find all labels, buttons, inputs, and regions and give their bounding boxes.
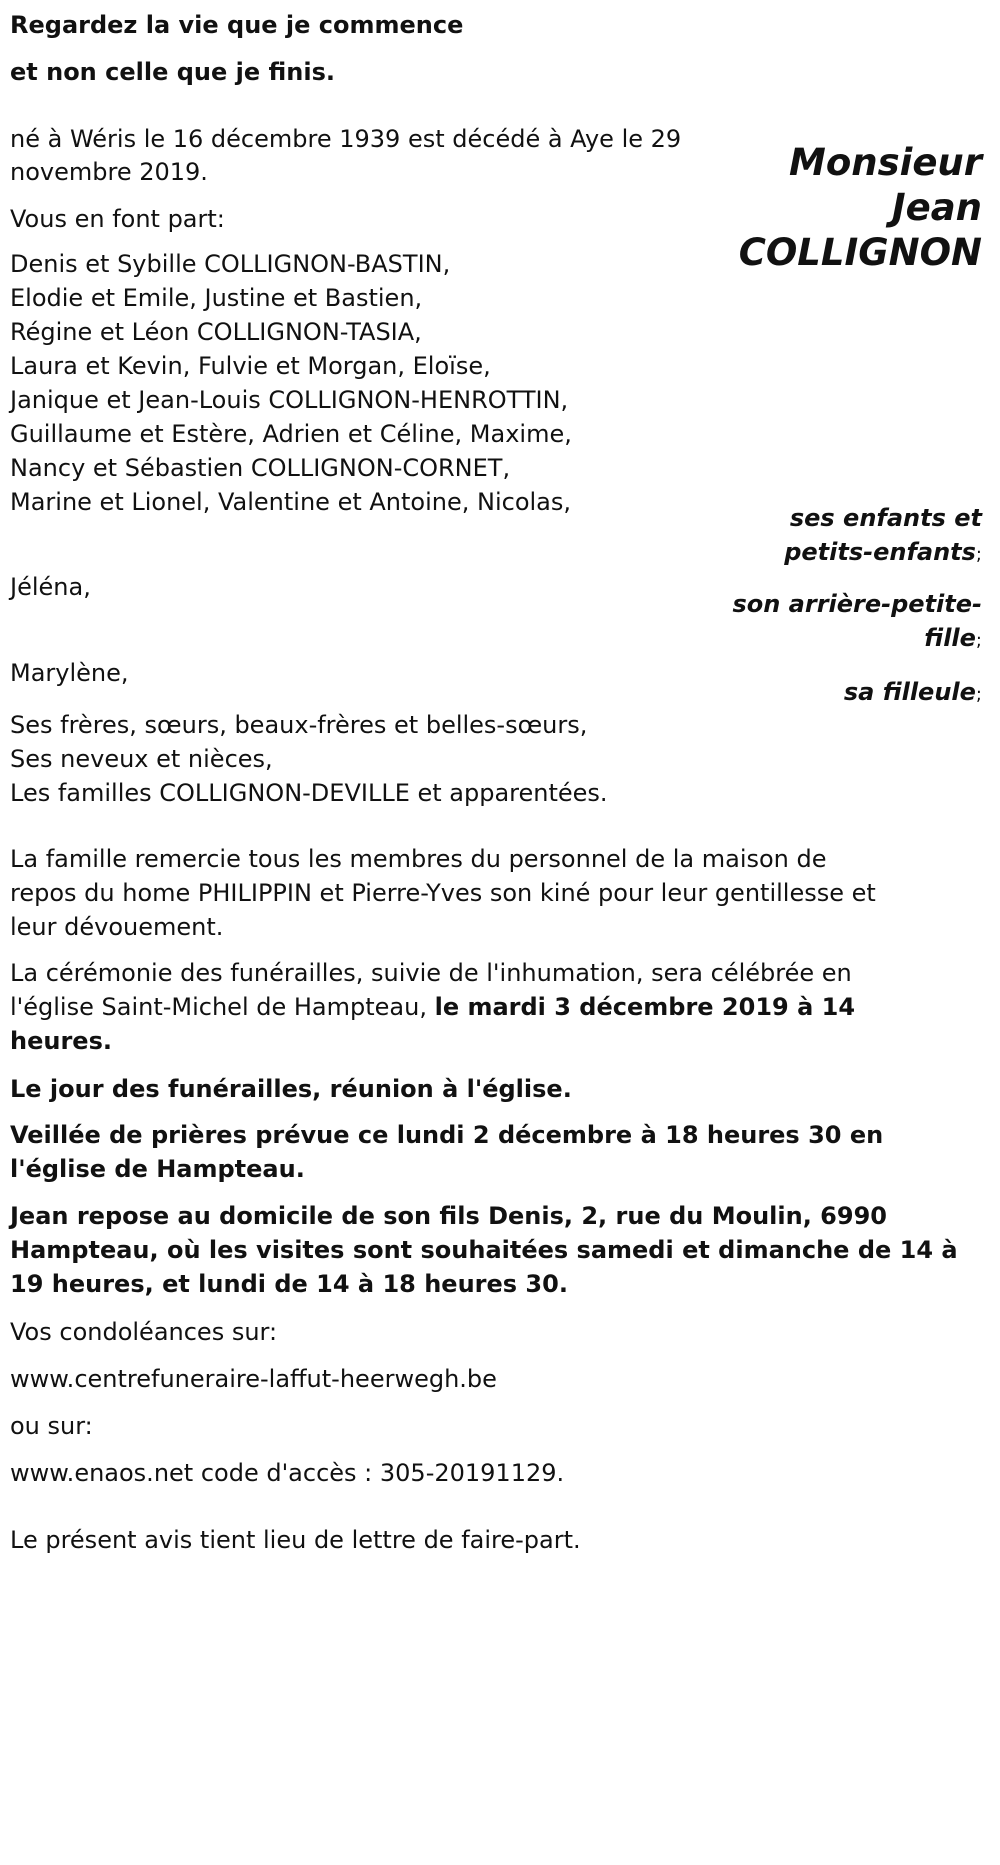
relation-goddaughter bbox=[844, 673, 982, 714]
visitation-paragraph bbox=[10, 1199, 958, 1301]
family-line: Régine et Léon COLLIGNON-TASIA, bbox=[10, 318, 422, 346]
relation-children bbox=[784, 501, 982, 572]
condolences-enaos: www.enaos.net code d'accès : 305-20191129. bbox=[10, 1459, 565, 1487]
thanks-line: La famille remercie tous les membres du personnel de la maison de bbox=[10, 845, 827, 873]
visitation-line: Hampteau, où les visites sont souhaitées samedi et dimanche de 14 à bbox=[10, 1236, 958, 1264]
relation-separator: ; bbox=[975, 630, 982, 651]
extended-family-line: Ses neveux et nièces, bbox=[10, 745, 273, 773]
relation-great-grandchild-line-2: fille bbox=[924, 624, 976, 652]
relation-separator: ; bbox=[975, 544, 982, 565]
epigraph-line-2: et non celle que je finis. bbox=[10, 58, 335, 86]
relation-great-grandchild bbox=[732, 587, 982, 658]
visitation-line: 19 heures, et lundi de 14 à 18 heures 30. bbox=[10, 1270, 568, 1298]
announce-intro: Vous en font part: bbox=[10, 205, 225, 233]
goddaughter: Marylène, bbox=[10, 659, 129, 687]
ceremony-date: le mardi 3 décembre 2019 à 14 bbox=[434, 993, 856, 1021]
family-children-list bbox=[10, 247, 572, 519]
family-line: Janique et Jean-Louis COLLIGNON-HENROTTIN, bbox=[10, 386, 569, 414]
vigil-paragraph bbox=[10, 1118, 883, 1186]
epigraph-line-1: Regardez la vie que je commence bbox=[10, 11, 464, 39]
deceased-title: Monsieur bbox=[789, 141, 982, 184]
relation-separator: ; bbox=[975, 684, 982, 705]
condolences-website-link[interactable]: www.centrefuneraire-laffut-heerwegh.be bbox=[10, 1365, 497, 1393]
deceased-name-block bbox=[739, 140, 982, 275]
birth-death-line-2: novembre 2019. bbox=[10, 158, 208, 186]
ceremony-time: heures. bbox=[10, 1027, 112, 1055]
great-grandchild: Jéléna, bbox=[10, 573, 91, 601]
family-line: Laura et Kevin, Fulvie et Morgan, Eloïse, bbox=[10, 352, 491, 380]
extended-family-line: Ses frères, sœurs, beaux-frères et belles-sœurs, bbox=[10, 711, 588, 739]
footer-note: Le présent avis tient lieu de lettre de faire-part. bbox=[10, 1526, 581, 1554]
birth-death-line-1: né à Wéris le 16 décembre 1939 est décédé à Aye le 29 bbox=[10, 125, 682, 153]
extended-family-list bbox=[10, 708, 608, 810]
thanks-line: leur dévouement. bbox=[10, 913, 224, 941]
relation-children-line-2: petits-enfants bbox=[784, 538, 976, 566]
vigil-line: l'église de Hampteau. bbox=[10, 1155, 305, 1183]
vigil-line: Veillée de prières prévue ce lundi 2 décembre à 18 heures 30 en bbox=[10, 1121, 884, 1149]
deceased-first-name: Jean bbox=[891, 186, 982, 229]
relation-children-line-1: ses enfants et bbox=[789, 504, 982, 532]
thanks-line: repos du home PHILIPPIN et Pierre-Yves son kiné pour leur gentillesse et bbox=[10, 879, 876, 907]
family-line: Nancy et Sébastien COLLIGNON-CORNET, bbox=[10, 454, 511, 482]
family-line: Marine et Lionel, Valentine et Antoine, Nicolas, bbox=[10, 488, 572, 516]
meeting-note: Le jour des funérailles, réunion à l'église. bbox=[10, 1075, 572, 1103]
relation-great-grandchild-line-1: son arrière-petite- bbox=[732, 590, 982, 618]
relation-goddaughter-line-1: sa filleule bbox=[843, 678, 976, 706]
extended-family-line: Les familles COLLIGNON-DEVILLE et apparentées. bbox=[10, 779, 608, 807]
condolences-intro: Vos condoléances sur: bbox=[10, 1318, 278, 1346]
ceremony-paragraph bbox=[10, 956, 855, 1058]
family-line: Guillaume et Estère, Adrien et Céline, Maxime, bbox=[10, 420, 572, 448]
visitation-line: Jean repose au domicile de son fils Denis, 2, rue du Moulin, 6990 bbox=[10, 1202, 887, 1230]
ceremony-line-1: La cérémonie des funérailles, suivie de l'inhumation, sera célébrée en bbox=[10, 959, 852, 987]
family-line: Elodie et Emile, Justine et Bastien, bbox=[10, 284, 423, 312]
condolences-or: ou sur: bbox=[10, 1412, 93, 1440]
deceased-last-name: COLLIGNON bbox=[738, 231, 982, 274]
ceremony-church: l'église Saint-Michel de Hampteau, bbox=[10, 993, 435, 1021]
family-line: Denis et Sybille COLLIGNON-BASTIN, bbox=[10, 250, 451, 278]
thanks-paragraph bbox=[10, 842, 876, 944]
